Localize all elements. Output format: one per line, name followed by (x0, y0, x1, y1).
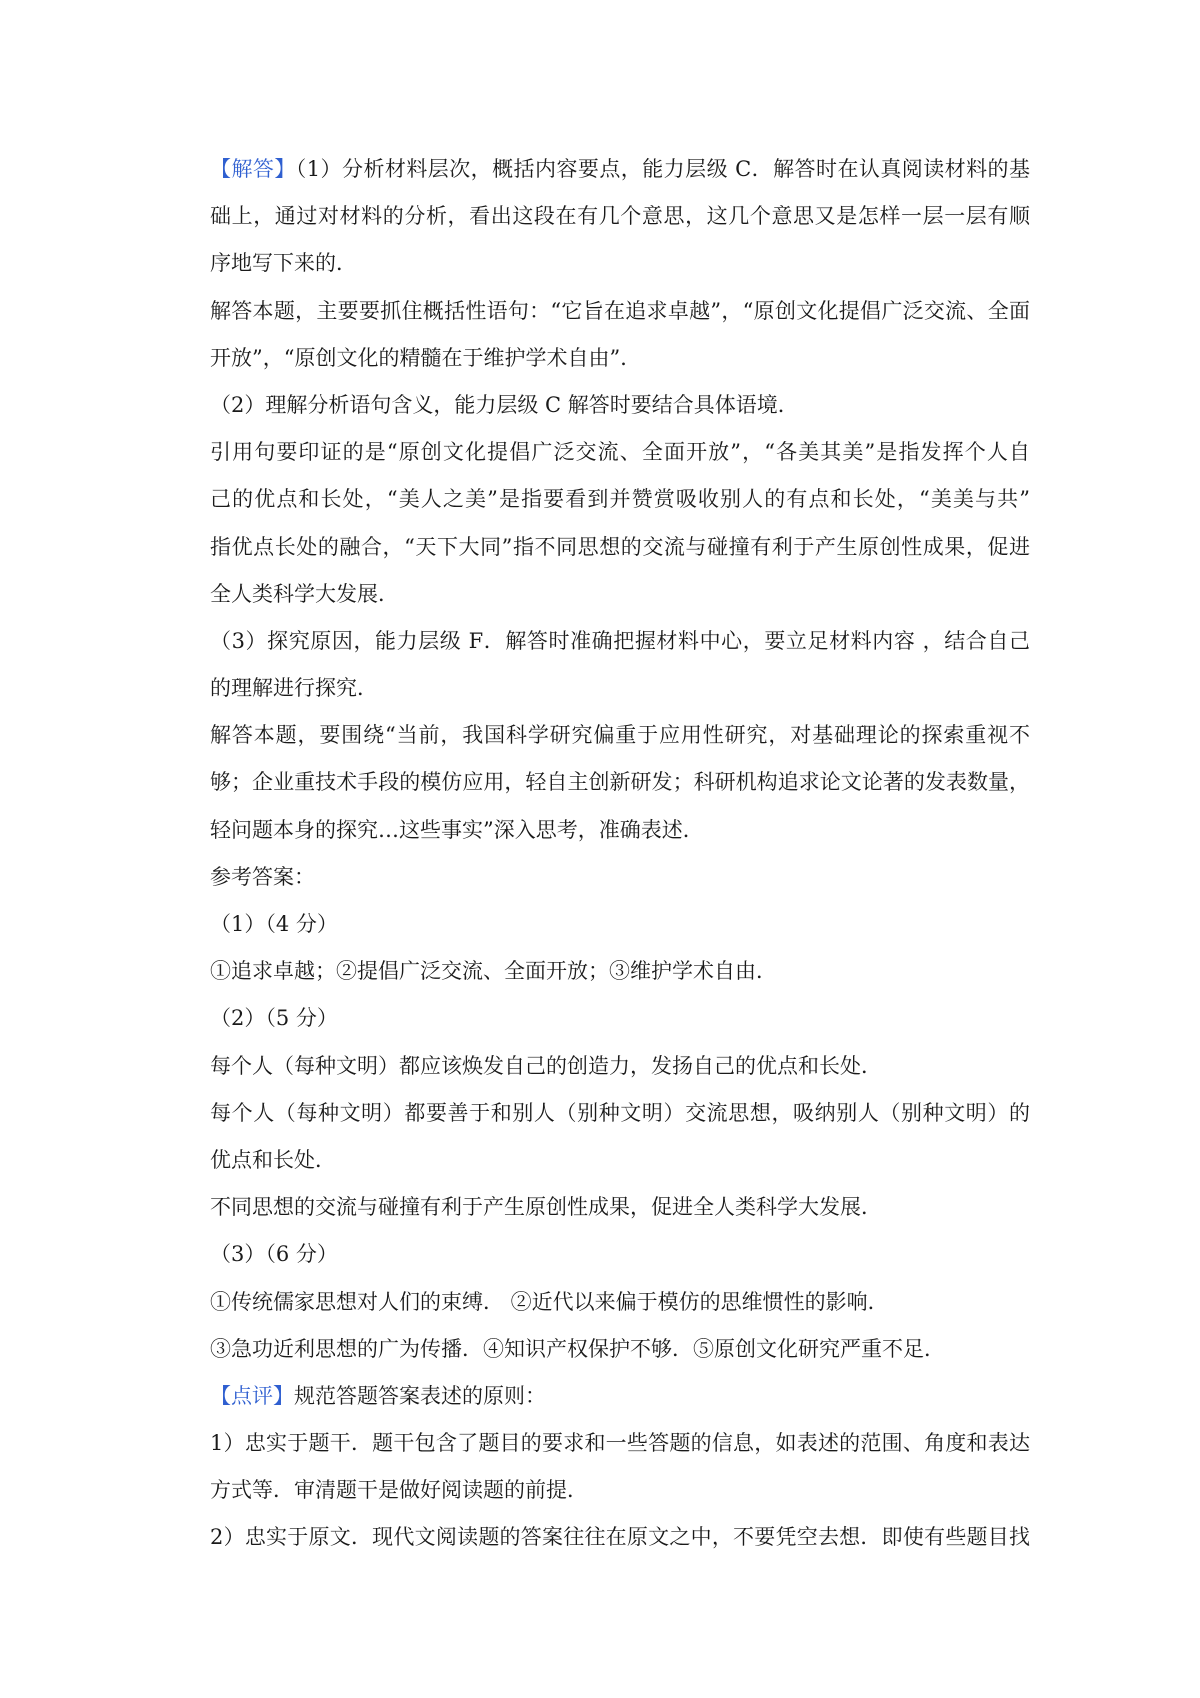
comment-line-3: 方式等．审清题干是做好阅读题的前提． (210, 1478, 588, 1503)
answer-part-2-content-2: 每个人（每种文明）都要善于和别人（别种文明）交流思想，吸纳别人（别种文明）的 (210, 1100, 1030, 1125)
answer-line-6: （2）理解分析语句含义，能力层级 C 解答时要结合具体语境． (210, 392, 799, 417)
answer-line-11: （3）探究原因，能力层级 F．解答时准确把握材料中心，要立足材料内容 ，结合自己 (210, 628, 1030, 653)
answer-line-5: 开放”，“原创文化的精髓在于维护学术自由”． (210, 345, 642, 370)
comment-line-4: 2）忠实于原文．现代文阅读题的答案往往在原文之中，不要凭空去想．即使有些题目找 (210, 1525, 1030, 1550)
answer-part-2-score: （2）（5 分） (210, 1006, 338, 1031)
answer-part-3-score: （3）（6 分） (210, 1242, 338, 1267)
answer-part-2-content-3: 不同思想的交流与碰撞有利于产生原创性成果，促进全人类科学大发展． (210, 1195, 882, 1220)
reference-answer-heading: 参考答案： (210, 864, 315, 889)
answer-part-3-content-1: ①传统儒家思想对人们的束缚． ②近代以来偏于模仿的思维惯性的影响． (210, 1289, 889, 1314)
answer-part-1-content: ①追求卓越；②提倡广泛交流、全面开放；③维护学术自由． (210, 959, 777, 984)
answer-line-4: 解答本题，主要要抓住概括性语句：“它旨在追求卓越”，“原创文化提倡广泛交流、全面 (210, 298, 1030, 323)
answer-line-3: 序地写下来的． (210, 251, 357, 276)
answer-line-7: 引用句要印证的是“原创文化提倡广泛交流、全面开放”，“各美其美”是指发挥个人自 (210, 440, 1030, 465)
answer-line-8: 己的优点和长处，“美人之美”是指要看到并赞赏吸收别人的有点和长处，“美美与共” (210, 487, 1030, 512)
answer-part-2-content-2b: 优点和长处． (210, 1147, 336, 1172)
answer-line-14: 够；企业重技术手段的模仿应用，轻自主创新研发；科研机构追求论文论著的发表数量， (210, 770, 1030, 795)
answer-line-1: 【解答】（1）分析材料层次，概括内容要点，能力层级 C．解答时在认真阅读材料的基 (210, 157, 1031, 181)
answer-tag: 【解答】 (210, 157, 296, 181)
comment-tag: 【点评】 (210, 1383, 294, 1408)
answer-part-3-content-2: ③急功近利思想的广为传播．④知识产权保护不够．⑤原创文化研究严重不足． (210, 1336, 945, 1361)
document-page (210, 146, 1030, 1562)
answer-part-1-score: （1）（4 分） (210, 912, 338, 936)
answer-line-2: 础上，通过对材料的分析，看出这段在有几个意思，这几个意思又是怎样一层一层有顺 (210, 204, 1030, 229)
comment-line-2: 1）忠实于题干．题干包含了题目的要求和一些答题的信息，如表述的范围、角度和表达 (210, 1431, 1030, 1456)
answer-line-15: 轻问题本身的探究…这些事实”深入思考，准确表述． (210, 817, 704, 842)
answer-line-12: 的理解进行探究． (210, 676, 378, 701)
comment-line-1: 【点评】规范答题答案表述的原则： (210, 1383, 546, 1408)
answer-line-13: 解答本题，要围绕“当前，我国科学研究偏重于应用性研究，对基础理论的探索重视不 (210, 723, 1030, 748)
answer-line-10: 全人类科学大发展． (210, 581, 399, 606)
answer-part-2-content-1: 每个人（每种文明）都应该焕发自己的创造力，发扬自己的优点和长处． (210, 1053, 882, 1078)
answer-line-9: 指优点长处的融合，“天下大同”指不同思想的交流与碰撞有利于产生原创性成果，促进 (210, 534, 1030, 559)
